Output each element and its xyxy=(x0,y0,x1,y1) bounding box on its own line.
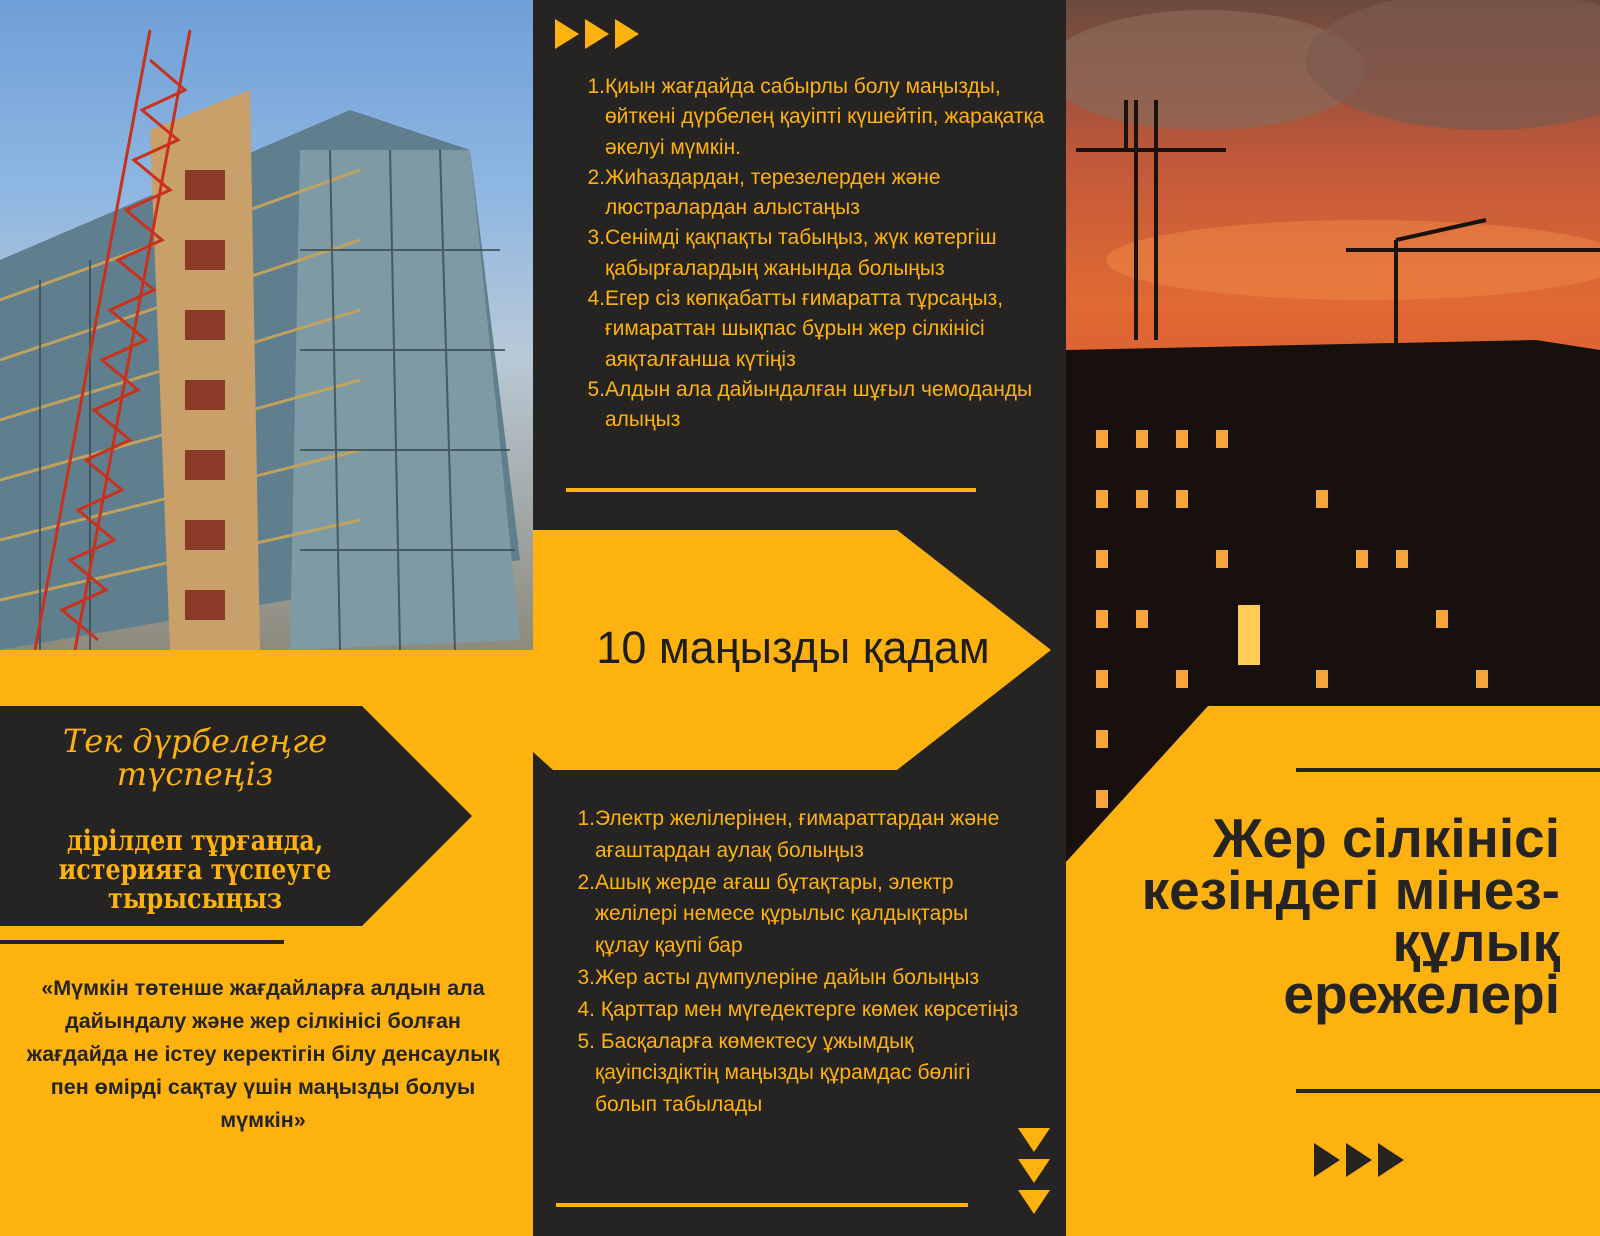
middle-divider-top xyxy=(566,488,976,492)
step-number: 1. xyxy=(587,75,605,98)
step-text: Егер сіз көпқабатты ғимаратта тұрсаңыз, ғимараттан шықпас бұрын жер сілкінісі аяқталғанша күтіңіз xyxy=(605,287,1004,371)
list-item xyxy=(578,163,1058,224)
down-arrow-icon xyxy=(1018,1128,1050,1152)
top-steps-list xyxy=(578,72,1058,436)
construction-photo-left xyxy=(0,0,533,650)
right-divider-top xyxy=(1296,768,1600,772)
step-text: Жиһаздардан, терезелерден және люстралардан алыстаңыз xyxy=(605,165,941,220)
step-text: Алдын ала дайындалған шұғыл чемоданды алыңыз xyxy=(605,377,1033,432)
step-number: 1. xyxy=(577,807,595,830)
triple-right-arrow-icon xyxy=(555,19,639,49)
step-text: Қарттар мен мүгедектерге көмек көрсетіңіз xyxy=(595,997,1019,1021)
list-item xyxy=(565,867,1020,962)
down-arrow-icon xyxy=(1018,1159,1050,1183)
step-number: 5. xyxy=(587,377,605,401)
list-item xyxy=(565,994,1020,1026)
step-number: 2. xyxy=(587,165,605,189)
banner-title: Тек дүрбелеңге түспеңіз xyxy=(62,722,328,793)
left-divider xyxy=(0,940,284,944)
list-item xyxy=(578,284,1058,375)
list-item xyxy=(578,375,1058,436)
triple-down-arrow-icon xyxy=(1018,1128,1050,1214)
down-arrow-icon xyxy=(1018,1190,1050,1214)
step-number: 5. xyxy=(577,1029,595,1053)
list-item xyxy=(565,962,1020,994)
list-item xyxy=(578,223,1058,284)
list-item xyxy=(565,803,1020,867)
right-arrow-icon xyxy=(585,19,609,49)
step-text: Сенімді қақпақты табыңыз, жүк көтергіш қабырғалардың жанында болыңыз xyxy=(605,226,997,280)
right-arrow-icon xyxy=(555,19,579,49)
step-text: Жер асты дүмпулеріне дайын болыңыз xyxy=(595,965,980,989)
step-number: 3. xyxy=(587,226,605,250)
triple-right-arrow-icon xyxy=(1314,1143,1404,1177)
right-arrow-icon xyxy=(1346,1143,1372,1177)
brochure-title: Жер сілкінісі кезіндегі мінез-құлық ережелері xyxy=(1141,807,1560,1025)
step-text: Ашық жерде ағаш бұтақтары, электр желілері немесе құрылыс қалдықтары құлау қаупі бар xyxy=(595,870,969,958)
left-quote: «Мүмкін төтенше жағдайларға алдын ала дайындалу және жер сілкінісі болған жағдайда не істеу керектігін білу денсаулық пен өмірді сақтау үшін маңызды болуы мүмкін» xyxy=(26,976,500,1132)
step-number: 2. xyxy=(577,870,595,894)
list-item xyxy=(565,1026,1020,1121)
right-arrow-icon xyxy=(615,19,639,49)
step-number: 3. xyxy=(577,965,595,989)
right-arrow-icon xyxy=(1378,1143,1404,1177)
right-arrow-icon xyxy=(1314,1143,1340,1177)
step-text: Электр желілерінен, ғимараттардан және ағаштардан аулақ болыңыз xyxy=(595,807,1000,862)
step-number: 4. xyxy=(577,997,595,1021)
banner-subtitle: дірілдеп тұрғанда, истерияға түспеуге тырысыңыз xyxy=(58,824,332,915)
bottom-steps-list xyxy=(565,803,1020,1121)
building-illustration xyxy=(0,0,533,650)
step-text: Қиын жағдайда сабырлы болу маңызды, өйткені дүрбелең қауіпті күшейтіп, жарақатқа әкелуі мүмкін. xyxy=(605,75,1045,159)
center-title: 10 маңызды қадам xyxy=(596,622,990,673)
step-text: Басқаларға көмектесу ұжымдық қауіпсіздіктің маңызды құрамдас бөлігі болып табылады xyxy=(595,1029,977,1117)
right-divider-bottom xyxy=(1296,1089,1600,1093)
middle-divider-bottom xyxy=(556,1203,968,1207)
step-number: 4. xyxy=(587,287,605,311)
list-item xyxy=(578,72,1058,163)
